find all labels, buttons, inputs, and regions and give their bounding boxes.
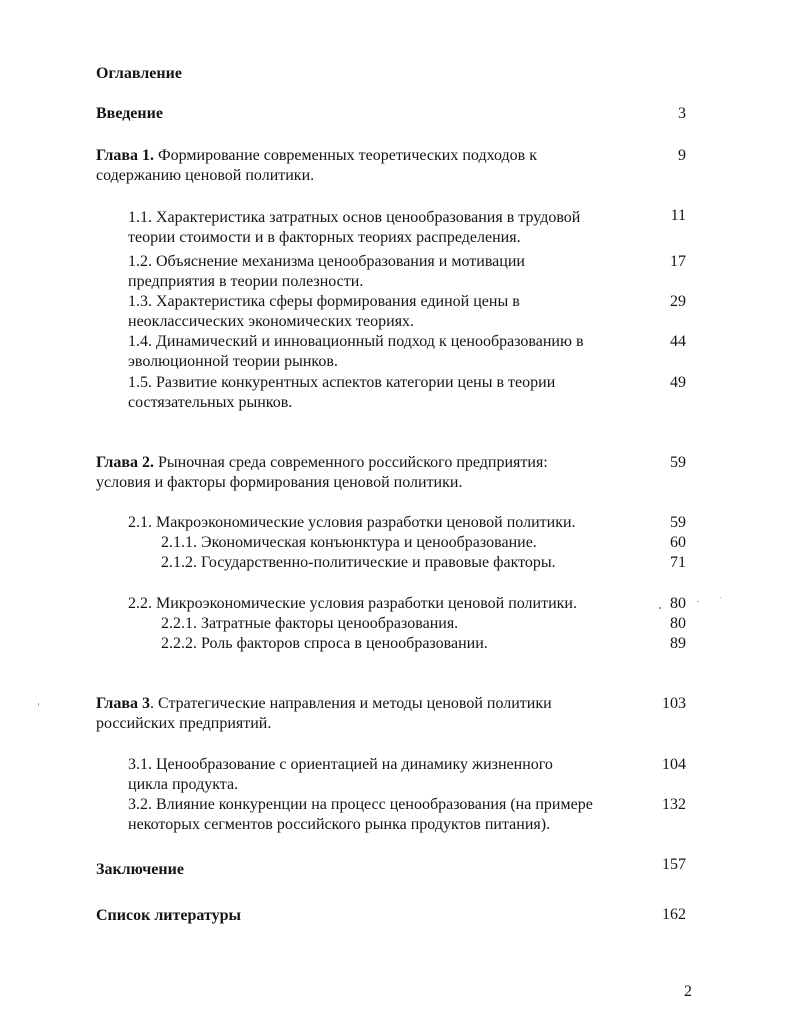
toc-section-3-1-page: 104 bbox=[662, 756, 686, 773]
toc-subsection-2-2-2: 2.2.2. Роль факторов спроса в ценообразовании. bbox=[161, 635, 488, 652]
toc-section-1-1-cont: теории стоимости и в факторных теориях распределения. bbox=[128, 229, 521, 246]
toc-chapter2-title: Глава 2. Рыночная среда современного российского предприятия: bbox=[96, 454, 548, 471]
toc-intro-label: Введение bbox=[96, 105, 163, 122]
toc-chapter3-page: 103 bbox=[662, 695, 686, 712]
toc-section-1-5-page: 49 bbox=[670, 374, 686, 391]
toc-section-3-1: 3.1. Ценообразование с ориентацией на динамику жизненного bbox=[128, 756, 553, 773]
toc-heading: Оглавление bbox=[96, 65, 182, 82]
toc-chapter1-title-cont: содержанию ценовой политики. bbox=[96, 167, 315, 184]
toc-section-1-2-page: 17 bbox=[670, 253, 686, 270]
toc-section-2-2-page: 80 bbox=[670, 595, 686, 612]
page-number: 2 bbox=[684, 983, 692, 1000]
toc-chapter2-page: 59 bbox=[670, 454, 686, 471]
toc-section-1-4: 1.4. Динамический и инновационный подход к ценообразованию в bbox=[128, 333, 584, 350]
toc-section-1-3-cont: неоклассических экономических теориях. bbox=[128, 313, 415, 330]
toc-conclusion-label: Заключение bbox=[96, 861, 184, 878]
toc-section-1-4-page: 44 bbox=[670, 333, 686, 350]
scan-speck bbox=[659, 607, 661, 609]
toc-chapter2-title-cont: условия и факторы формирования ценовой политики. bbox=[96, 474, 463, 491]
toc-section-3-1-cont: цикла продукта. bbox=[128, 776, 239, 793]
toc-section-1-2: 1.2. Объяснение механизма ценообразования и мотивации bbox=[128, 253, 525, 270]
toc-chapter1-page: 9 bbox=[678, 147, 686, 164]
toc-section-1-4-cont: эволюционной теории рынков. bbox=[128, 353, 338, 370]
scan-speck bbox=[697, 601, 699, 602]
toc-chapter1-title: Глава 1. Формирование современных теоретических подходов к bbox=[96, 147, 537, 164]
toc-section-1-3: 1.3. Характеристика сферы формирования единой цены в bbox=[128, 293, 520, 310]
toc-section-1-5-cont: состязательных рынков. bbox=[128, 394, 293, 411]
toc-section-1-1-page: 11 bbox=[670, 207, 686, 224]
toc-section-2-1-page: 59 bbox=[670, 514, 686, 531]
toc-intro-page: 3 bbox=[678, 105, 686, 122]
toc-chapter3-title-cont: российских предприятий. bbox=[96, 715, 272, 732]
toc-section-1-3-page: 29 bbox=[670, 293, 686, 310]
toc-section-3-2: 3.2. Влияние конкуренции на процесс ценообразования (на примере bbox=[128, 796, 593, 813]
toc-subsection-2-1-2: 2.1.2. Государственно-политические и правовые факторы. bbox=[161, 554, 556, 571]
toc-section-1-2-cont: предприятия в теории полезности. bbox=[128, 273, 364, 290]
toc-section-1-5: 1.5. Развитие конкурентных аспектов категории цены в теории bbox=[128, 374, 556, 391]
toc-subsection-2-1-1-page: 60 bbox=[670, 534, 686, 551]
toc-subsection-2-1-1: 2.1.1. Экономическая конъюнктура и ценообразование. bbox=[161, 534, 537, 551]
toc-section-3-2-page: 132 bbox=[662, 796, 686, 813]
toc-subsection-2-2-1: 2.2.1. Затратные факторы ценообразования. bbox=[161, 615, 459, 632]
toc-section-1-1: 1.1. Характеристика затратных основ ценообразования в трудовой bbox=[128, 209, 581, 226]
toc-section-3-2-cont: некоторых сегментов российского рынка продуктов питания). bbox=[128, 816, 551, 833]
toc-bibliography-page: 162 bbox=[662, 906, 686, 923]
toc-section-2-2: 2.2. Микроэкономические условия разработки ценовой политики. bbox=[128, 595, 577, 612]
toc-conclusion-page: 157 bbox=[662, 856, 686, 873]
scan-speck bbox=[720, 597, 721, 598]
toc-section-2-1: 2.1. Макроэкономические условия разработки ценовой политики. bbox=[128, 514, 576, 531]
toc-bibliography-label: Список литературы bbox=[96, 907, 241, 924]
toc-subsection-2-1-2-page: 71 bbox=[670, 554, 686, 571]
toc-chapter3-title: Глава 3. Стратегические направления и методы ценовой политики bbox=[96, 695, 552, 712]
scan-speck bbox=[38, 703, 39, 706]
toc-subsection-2-2-2-page: 89 bbox=[670, 635, 686, 652]
toc-subsection-2-2-1-page: 80 bbox=[670, 615, 686, 632]
